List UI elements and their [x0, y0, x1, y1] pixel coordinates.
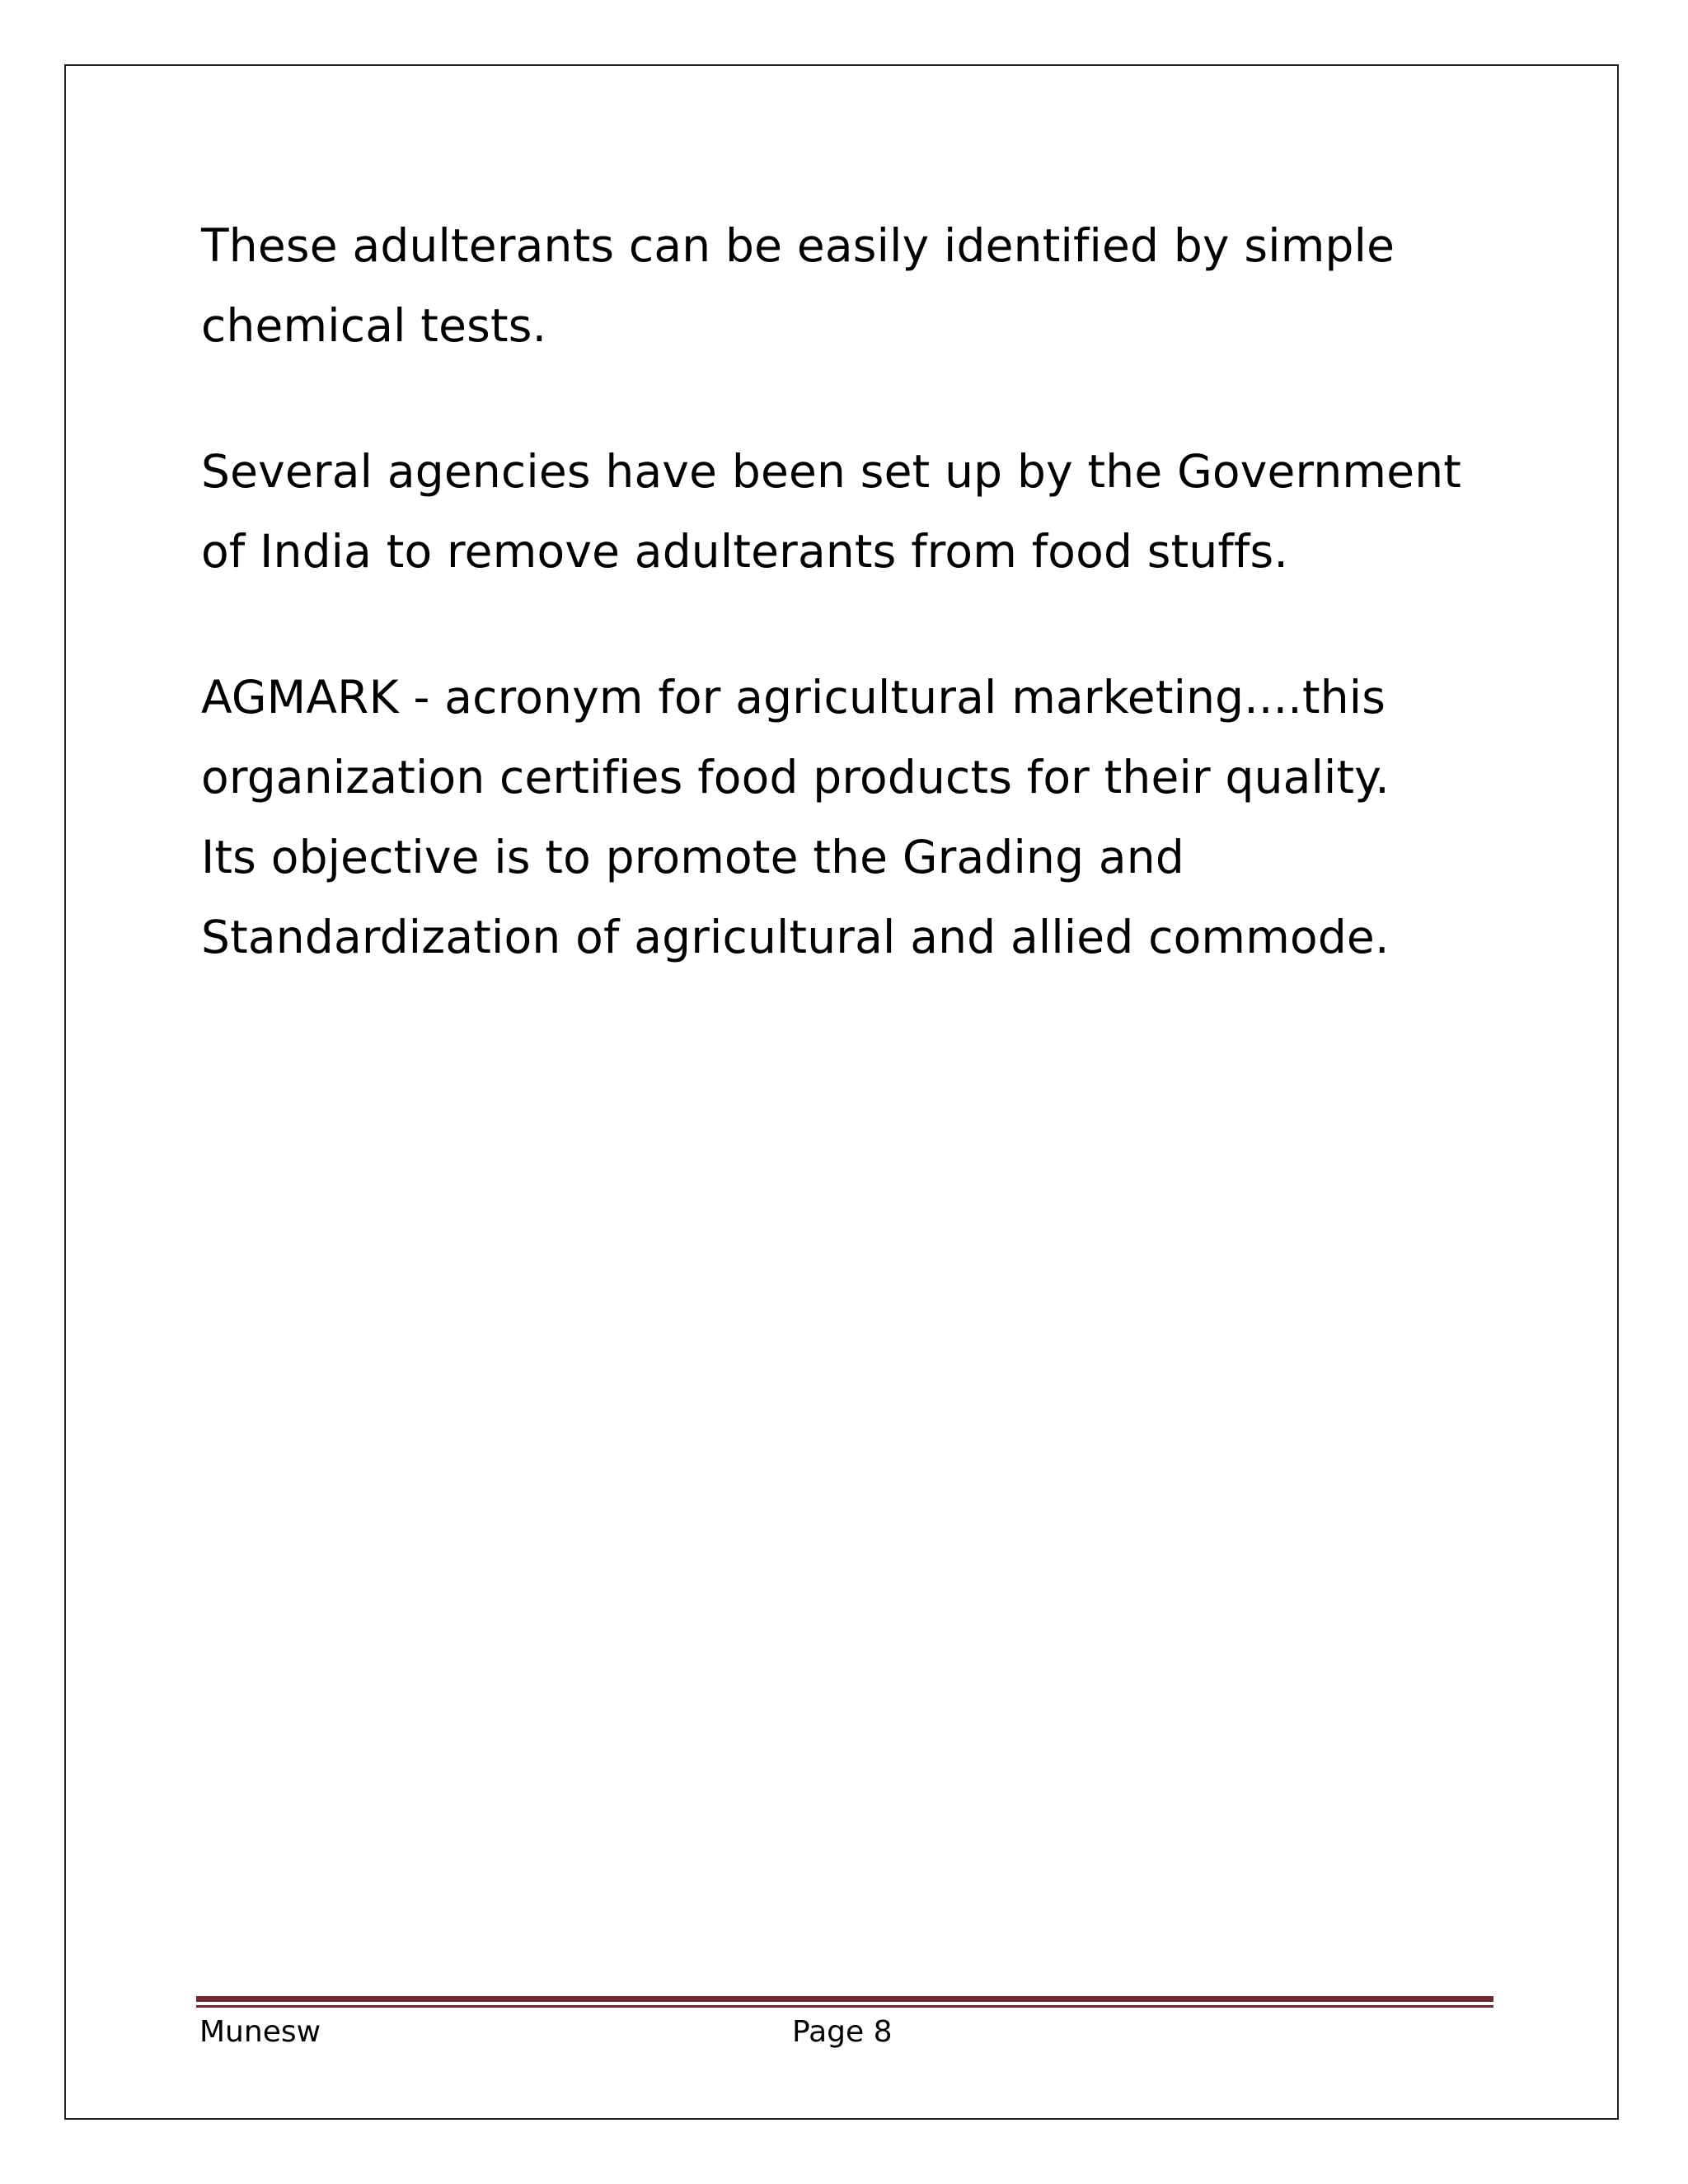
text-line: These adulterants can be easily identified by simple: [201, 219, 1395, 272]
text-line: of India to remove adulterants from food stuffs.: [201, 525, 1289, 578]
paragraph-agmark: [201, 658, 1495, 977]
text-line: Its objective is to promote the Grading and: [201, 831, 1184, 883]
footer-divider-thick: [196, 1996, 1493, 2002]
text-line: chemical tests.: [201, 299, 547, 352]
document-body: [201, 206, 1495, 1043]
footer-divider-thin: [196, 2005, 1493, 2008]
footer-author: Munesw: [199, 2015, 321, 2049]
text-line: AGMARK - acronym for agricultural marketing....this: [201, 671, 1386, 724]
text-line: organization certifies food products for their quality.: [201, 751, 1390, 804]
paragraph-government-agencies: [201, 432, 1495, 592]
paragraph-adulterant-tests: [201, 206, 1495, 366]
text-line: Standardization of agricultural and allied commode.: [201, 911, 1390, 963]
text-line: Several agencies have been set up by the Government: [201, 445, 1462, 498]
footer-page-number: Page 8: [792, 2015, 893, 2049]
